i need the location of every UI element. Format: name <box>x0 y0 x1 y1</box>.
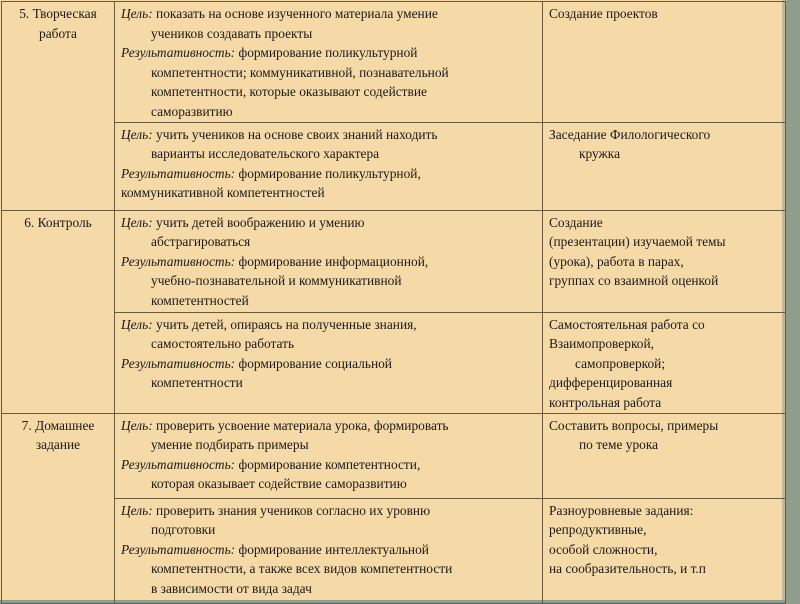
method-text: дифференцированная <box>549 375 673 391</box>
result-text: компетентности, которые оказывают содействие <box>151 84 427 100</box>
method-text: (презентации) изучаемой темы <box>549 234 726 250</box>
result-text: компетентности, а также всех видов компетентности <box>151 561 453 577</box>
result-text: учебно-познавательной и коммуникативной <box>151 273 402 289</box>
goal-cell <box>115 312 543 413</box>
goal-text: учить детей, опираясь на полученные знания, <box>156 316 417 332</box>
method-cell <box>543 413 786 498</box>
method-text: Взаимопроверкой, <box>549 336 654 352</box>
goal-text: подготовки <box>151 522 216 538</box>
goal-cell <box>115 210 543 312</box>
method-cell <box>543 210 786 312</box>
goal-cell <box>115 413 543 498</box>
result-label: Результативность: <box>121 541 236 557</box>
method-text: особой сложности, <box>549 541 658 557</box>
method-text: (урока), работа в парах, <box>549 253 684 269</box>
result-text: компетентности <box>151 375 243 391</box>
method-text: Составить вопросы, примеры <box>549 417 719 433</box>
method-text: по теме урока <box>579 437 659 453</box>
method-cell <box>543 122 786 210</box>
result-text: в зависимости от вида задач <box>151 580 312 596</box>
method-text: репродуктивные, <box>549 522 647 538</box>
stage-cell <box>2 413 115 603</box>
result-label: Результативность: <box>121 355 236 371</box>
method-text: группах со взаимной оценкой <box>549 273 719 289</box>
stage-label: 7. Домашнее <box>21 417 95 433</box>
result-text: формирование компетентности, <box>238 456 421 472</box>
result-text: коммуникативной компетентностей <box>121 185 325 201</box>
goal-cell <box>115 498 543 603</box>
goal-text: учить учеников на основе своих знаний находить <box>156 126 438 142</box>
method-text: контрольная работа <box>549 394 662 410</box>
result-text: формирование социальной <box>238 355 392 371</box>
goal-text: учеников создавать проекты <box>151 25 313 41</box>
goal-text: показать на основе изученного материала умение <box>156 6 438 21</box>
table-row <box>2 2 786 123</box>
goal-text: учить детей воображению и умению <box>156 214 365 230</box>
table-row <box>2 122 786 210</box>
goal-label: Цель: <box>121 6 153 21</box>
method-cell <box>543 498 786 603</box>
stage-label: 6. Контроль <box>24 214 92 230</box>
goal-cell <box>115 2 543 123</box>
goal-text: варианты исследовательского характера <box>151 146 380 162</box>
result-label: Результативность: <box>121 45 236 61</box>
result-text: компетентности; коммуникативной, познавательной <box>151 64 449 80</box>
stage-label: 5. Творческая <box>19 6 97 21</box>
stage-cell <box>2 210 115 413</box>
goal-label: Цель: <box>121 502 153 518</box>
stage-label: задание <box>35 437 81 453</box>
method-text: Заседание Филологического <box>549 126 711 142</box>
result-text: формирование поликультурной, <box>238 165 421 181</box>
goal-cell <box>115 122 543 210</box>
method-cell <box>543 312 786 413</box>
goal-label: Цель: <box>121 316 153 332</box>
method-text: Создание <box>549 214 603 230</box>
goal-text: абстрагироваться <box>151 234 251 250</box>
result-text: формирование поликультурной <box>238 45 418 61</box>
lesson-plan-table <box>1 1 786 604</box>
stage-cell <box>2 2 115 211</box>
method-text: кружка <box>579 146 621 162</box>
result-text: которая оказывает содействие саморазвитию <box>151 476 407 492</box>
goal-text: проверить усвоение материала урока, формировать <box>156 417 449 433</box>
method-text: Создание проектов <box>549 6 658 21</box>
method-text: на сообразительность, и т.п <box>549 561 706 577</box>
goal-label: Цель: <box>121 126 153 142</box>
stage-label: работа <box>39 25 77 41</box>
result-text: саморазвитию <box>151 103 233 119</box>
method-text: Самостоятельная работа со <box>549 316 705 332</box>
result-label: Результативность: <box>121 456 236 472</box>
result-text: формирование информационной, <box>238 253 429 269</box>
method-text: Разноуровневые задания: <box>549 502 694 518</box>
table-row <box>2 312 786 413</box>
goal-label: Цель: <box>121 214 153 230</box>
result-text: компетентностей <box>151 292 249 308</box>
method-cell <box>543 2 786 123</box>
table-row <box>2 413 786 498</box>
goal-text: умение подбирать примеры <box>151 437 309 453</box>
result-label: Результативность: <box>121 165 236 181</box>
goal-text: проверить знания учеников согласно их уровню <box>156 502 431 518</box>
result-label: Результативность: <box>121 253 236 269</box>
result-text: формирование интеллектуальной <box>238 541 429 557</box>
table-row <box>2 210 786 312</box>
goal-label: Цель: <box>121 417 153 433</box>
method-text: самопроверкой; <box>575 355 666 371</box>
goal-text: самостоятельно работать <box>151 336 295 352</box>
table-row <box>2 498 786 603</box>
